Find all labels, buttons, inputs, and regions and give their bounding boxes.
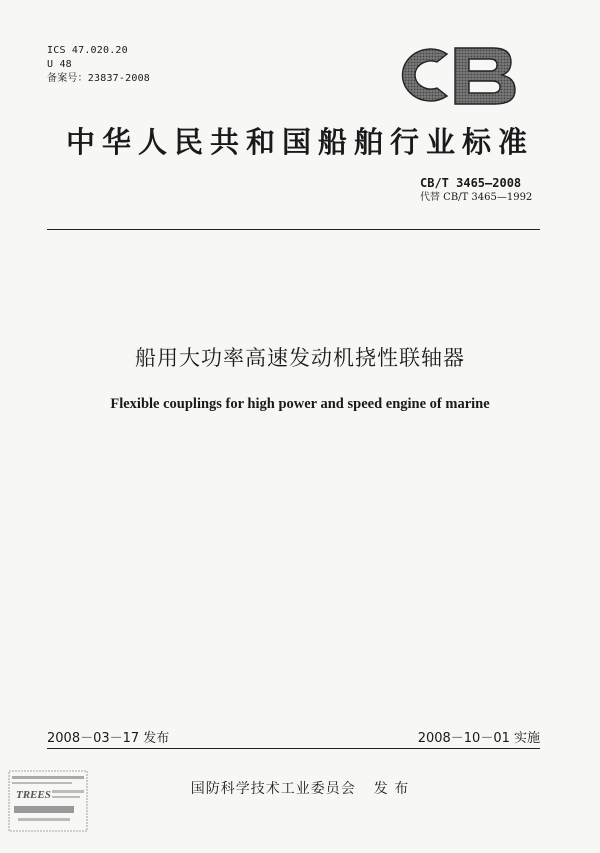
header-divider: [47, 229, 540, 230]
cb-logo: [383, 40, 523, 110]
filing-number: 备案号：23837-2008: [47, 73, 151, 84]
issue-date: 2008－03－17 发布: [47, 731, 170, 746]
standard-number: CB/T 3465—2008: [420, 176, 522, 190]
meta-block: [47, 44, 150, 86]
document-title-english: Flexible couplings for high power and speed engine of marine: [110, 396, 490, 412]
stamp-logo-text: TREES: [16, 789, 51, 801]
implementation-date: 2008－10－01 实施: [417, 731, 540, 746]
organization-title: 中华人民共和国船舶行业标准: [65, 125, 534, 159]
publisher-verb: 发 布: [373, 781, 410, 797]
distribution-stamp: [8, 770, 88, 832]
publisher-line: [0, 778, 600, 798]
footer-divider: [47, 748, 540, 749]
classification-code: U 48: [47, 59, 72, 70]
document-title-chinese: 船用大功率高速发动机挠性联轴器: [135, 346, 465, 370]
standard-number-block: [420, 175, 550, 205]
ics-code: ICS 47.020.20: [47, 45, 128, 56]
publisher-name: 国防科学技术工业委员会: [190, 781, 356, 797]
replaces-standard: 代替 CB/T 3465—1992: [420, 192, 533, 203]
